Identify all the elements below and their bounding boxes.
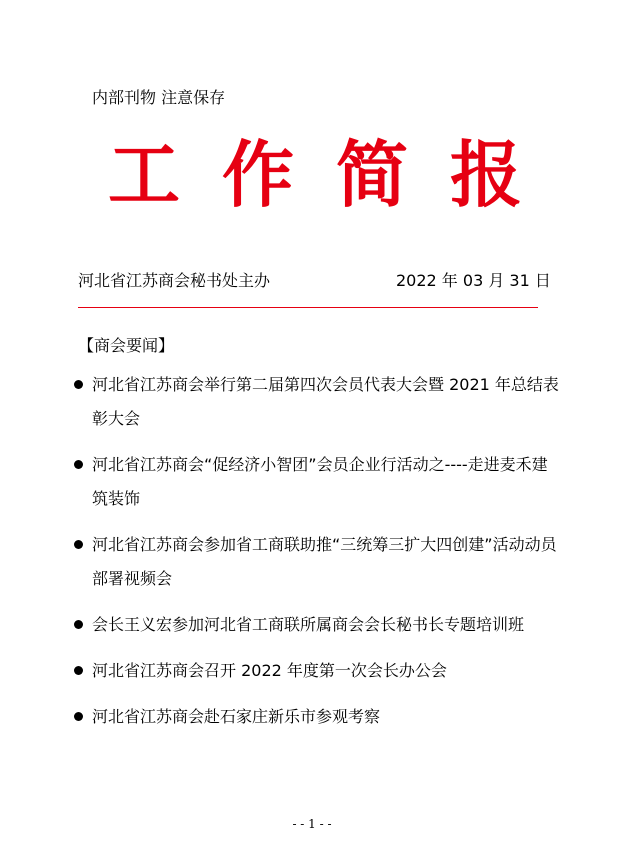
bullet-icon	[74, 620, 83, 629]
list-item	[72, 608, 562, 642]
bullet-icon	[74, 712, 83, 721]
issue-meta	[78, 269, 551, 293]
news-list	[72, 368, 562, 746]
masthead-char: 简	[335, 132, 408, 217]
sponsor-name: 河北省江苏商会秘书处主办	[78, 271, 271, 290]
list-item-text: 河北省江苏商会召开 2022 年度第一次会长办公会	[92, 661, 447, 680]
list-item	[72, 654, 562, 688]
bullet-icon	[74, 460, 83, 469]
masthead-char: 作	[221, 132, 294, 217]
list-item-text: 河北省江苏商会赴石家庄新乐市参观考察	[92, 707, 381, 726]
section-heading: 【商会要闻】	[78, 336, 175, 355]
list-item	[72, 528, 562, 596]
list-item	[72, 368, 562, 436]
list-item	[72, 700, 562, 734]
issue-date: 2022 年 03 月 31 日	[396, 271, 551, 290]
list-item-text: 河北省江苏商会“促经济小智团”会员企业行活动之----走进麦禾建筑装饰	[92, 455, 548, 508]
list-item-text: 河北省江苏商会参加省工商联助推“三统筹三扩大四创建”活动动员部署视频会	[92, 535, 557, 588]
masthead-title	[100, 130, 530, 220]
bullet-icon	[74, 666, 83, 675]
page-number: - - 1 - -	[292, 817, 332, 831]
masthead-char: 报	[449, 132, 522, 217]
bullet-icon	[74, 380, 83, 389]
list-item	[72, 448, 562, 516]
masthead-char: 工	[107, 132, 180, 217]
header-divider	[78, 307, 538, 308]
internal-notice: 内部刊物 注意保存	[92, 88, 226, 107]
bullet-icon	[74, 540, 83, 549]
list-item-text: 会长王义宏参加河北省工商联所属商会会长秘书长专题培训班	[92, 615, 525, 634]
list-item-text: 河北省江苏商会举行第二届第四次会员代表大会暨 2021 年总结表彰大会	[92, 375, 559, 428]
